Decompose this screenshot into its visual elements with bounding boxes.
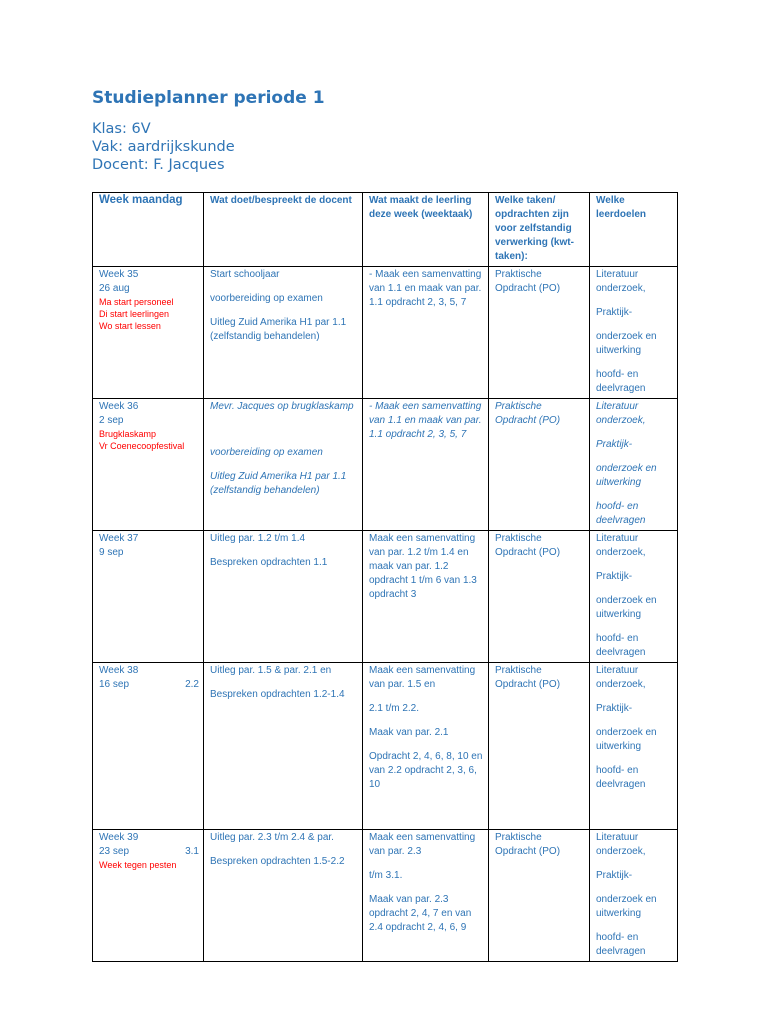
taken-cell: Praktische Opdracht (PO) <box>489 531 590 663</box>
subject-label: Vak: aardrijkskunde <box>92 139 235 155</box>
goal-line: Praktijk- <box>596 870 633 881</box>
leerling-cell <box>363 663 489 830</box>
week-date: 23 sep <box>99 846 130 857</box>
week-cell <box>93 531 204 663</box>
leerdoelen-cell <box>590 663 678 830</box>
docent-line: Uitleg par. 1.5 & par. 2.1 en <box>210 665 332 676</box>
leerling-line: Maak een samenvatting van par. 1.5 en <box>369 665 476 690</box>
week-paragraph: 3.1 <box>185 846 199 857</box>
header-docent: Wat doet/bespreekt de docent <box>204 193 363 267</box>
goal-line: Praktijk- <box>596 439 633 450</box>
table-row <box>93 531 678 663</box>
docent-cell <box>204 830 363 962</box>
leerling-line: Maak van par. 2.3 opdracht 2, 4, 7 en van 2.4 opdracht 2, 4, 6, 9 <box>369 894 472 933</box>
week-note: Wo start lessen <box>99 321 161 331</box>
docent-line: Bespreken opdrachten 1.1 <box>210 557 328 568</box>
docent-cell <box>204 267 363 399</box>
goal-line: onderzoek en uitwerking <box>596 894 657 919</box>
leerling-cell <box>363 399 489 531</box>
goal-line: hoofd- en deelvragen <box>596 765 646 790</box>
goal-line: hoofd- en deelvragen <box>596 501 646 526</box>
leerling-cell <box>363 531 489 663</box>
week-paragraph: 2.2 <box>185 679 199 690</box>
week-cell <box>93 830 204 962</box>
table-header-row <box>93 193 678 267</box>
docent-line: Bespreken opdrachten 1.2-1.4 <box>210 689 345 700</box>
leerdoelen-cell <box>590 531 678 663</box>
leerling-line: Maak van par. 2.1 <box>369 727 449 738</box>
header-week: Week maandag <box>93 193 204 267</box>
docent-line: Bespreken opdrachten 1.5-2.2 <box>210 856 345 867</box>
goal-line: Praktijk- <box>596 307 633 318</box>
class-label: Klas: 6V <box>92 121 151 137</box>
week-note: Ma start personeel <box>99 297 174 307</box>
week-date: 26 aug <box>99 283 130 294</box>
teacher-label: Docent: F. Jacques <box>92 157 225 173</box>
docent-line: Uitleg Zuid Amerika H1 par 1.1 (zelfstandig behandelen) <box>210 471 347 496</box>
docent-line: Start schooljaar <box>210 269 280 280</box>
course-info <box>92 120 235 174</box>
study-planner-table <box>92 192 678 962</box>
taken-cell: Praktische Opdracht (PO) <box>489 267 590 399</box>
goal-line: Literatuur onderzoek, <box>596 832 646 857</box>
leerling-cell <box>363 830 489 962</box>
leerling-line: - Maak een samenvatting van 1.1 en maak van par. 1.1 opdracht 2, 3, 5, 7 <box>369 401 482 440</box>
table-row <box>93 663 678 830</box>
week-date: 16 sep <box>99 679 130 690</box>
week-label: Week 38 <box>99 665 139 676</box>
taken-cell: Praktische Opdracht (PO) <box>489 830 590 962</box>
week-label: Week 37 <box>99 533 139 544</box>
table-row <box>93 830 678 962</box>
week-label: Week 39 <box>99 832 139 843</box>
table-row <box>93 267 678 399</box>
docent-line: Uitleg Zuid Amerika H1 par 1.1 (zelfstandig behandelen) <box>210 317 347 342</box>
goal-line: Literatuur onderzoek, <box>596 401 646 426</box>
table-row <box>93 399 678 531</box>
leerdoelen-cell <box>590 399 678 531</box>
docent-cell <box>204 531 363 663</box>
docent-line: voorbereiding op examen <box>210 293 323 304</box>
leerling-line: Maak een samenvatting van par. 2.3 <box>369 832 476 857</box>
header-taken: Welke taken/ opdrachten zijn voor zelfstandig verwerking (kwt-taken): <box>489 193 590 267</box>
docent-line: Uitleg par. 2.3 t/m 2.4 & par. <box>210 832 334 843</box>
week-note: Vr Coenecoopfestival <box>99 441 185 451</box>
goal-line: hoofd- en deelvragen <box>596 369 646 394</box>
goal-line: onderzoek en uitwerking <box>596 331 657 356</box>
goal-line: onderzoek en uitwerking <box>596 595 657 620</box>
goal-line: Literatuur onderzoek, <box>596 269 646 294</box>
goal-line: hoofd- en deelvragen <box>596 932 646 957</box>
leerling-line: Maak een samenvatting van par. 1.2 t/m 1.4 en maak van par. 1.2 opdracht 1 t/m 6 van 1.3 opdracht 3 <box>369 533 477 600</box>
leerdoelen-cell <box>590 267 678 399</box>
week-date: 9 sep <box>99 547 124 558</box>
leerdoelen-cell <box>590 830 678 962</box>
taken-cell: Praktische Opdracht (PO) <box>489 663 590 830</box>
goal-line: Praktijk- <box>596 703 633 714</box>
docent-line: Uitleg par. 1.2 t/m 1.4 <box>210 533 306 544</box>
leerling-line: - Maak een samenvatting van 1.1 en maak van par. 1.1 opdracht 2, 3, 5, 7 <box>369 269 482 308</box>
goal-line: Literatuur onderzoek, <box>596 665 646 690</box>
leerling-line: 2.1 t/m 2.2. <box>369 703 420 714</box>
week-date: 2 sep <box>99 415 124 426</box>
leerling-line: t/m 3.1. <box>369 870 403 881</box>
header-leerling: Wat maakt de leerling deze week (weektaak) <box>363 193 489 267</box>
page-title: Studieplanner periode 1 <box>92 88 325 108</box>
docent-cell <box>204 399 363 531</box>
week-note: Week tegen pesten <box>99 860 177 870</box>
docent-line: Mevr. Jacques op brugklaskamp <box>210 401 354 412</box>
goal-line: Literatuur onderzoek, <box>596 533 646 558</box>
week-label: Week 36 <box>99 401 139 412</box>
week-label: Week 35 <box>99 269 139 280</box>
week-cell <box>93 399 204 531</box>
header-leerdoelen: Welke leerdoelen <box>590 193 678 267</box>
week-note: Di start leerlingen <box>99 309 170 319</box>
taken-cell: Praktische Opdracht (PO) <box>489 399 590 531</box>
week-note: Brugklaskamp <box>99 429 157 439</box>
docent-line: voorbereiding op examen <box>210 447 323 458</box>
week-cell <box>93 663 204 830</box>
goal-line: Praktijk- <box>596 571 633 582</box>
goal-line: onderzoek en uitwerking <box>596 463 657 488</box>
docent-cell <box>204 663 363 830</box>
goal-line: hoofd- en deelvragen <box>596 633 646 658</box>
leerling-line: Opdracht 2, 4, 6, 8, 10 en van 2.2 opdracht 2, 3, 6, 10 <box>369 751 483 790</box>
leerling-cell <box>363 267 489 399</box>
goal-line: onderzoek en uitwerking <box>596 727 657 752</box>
week-cell <box>93 267 204 399</box>
